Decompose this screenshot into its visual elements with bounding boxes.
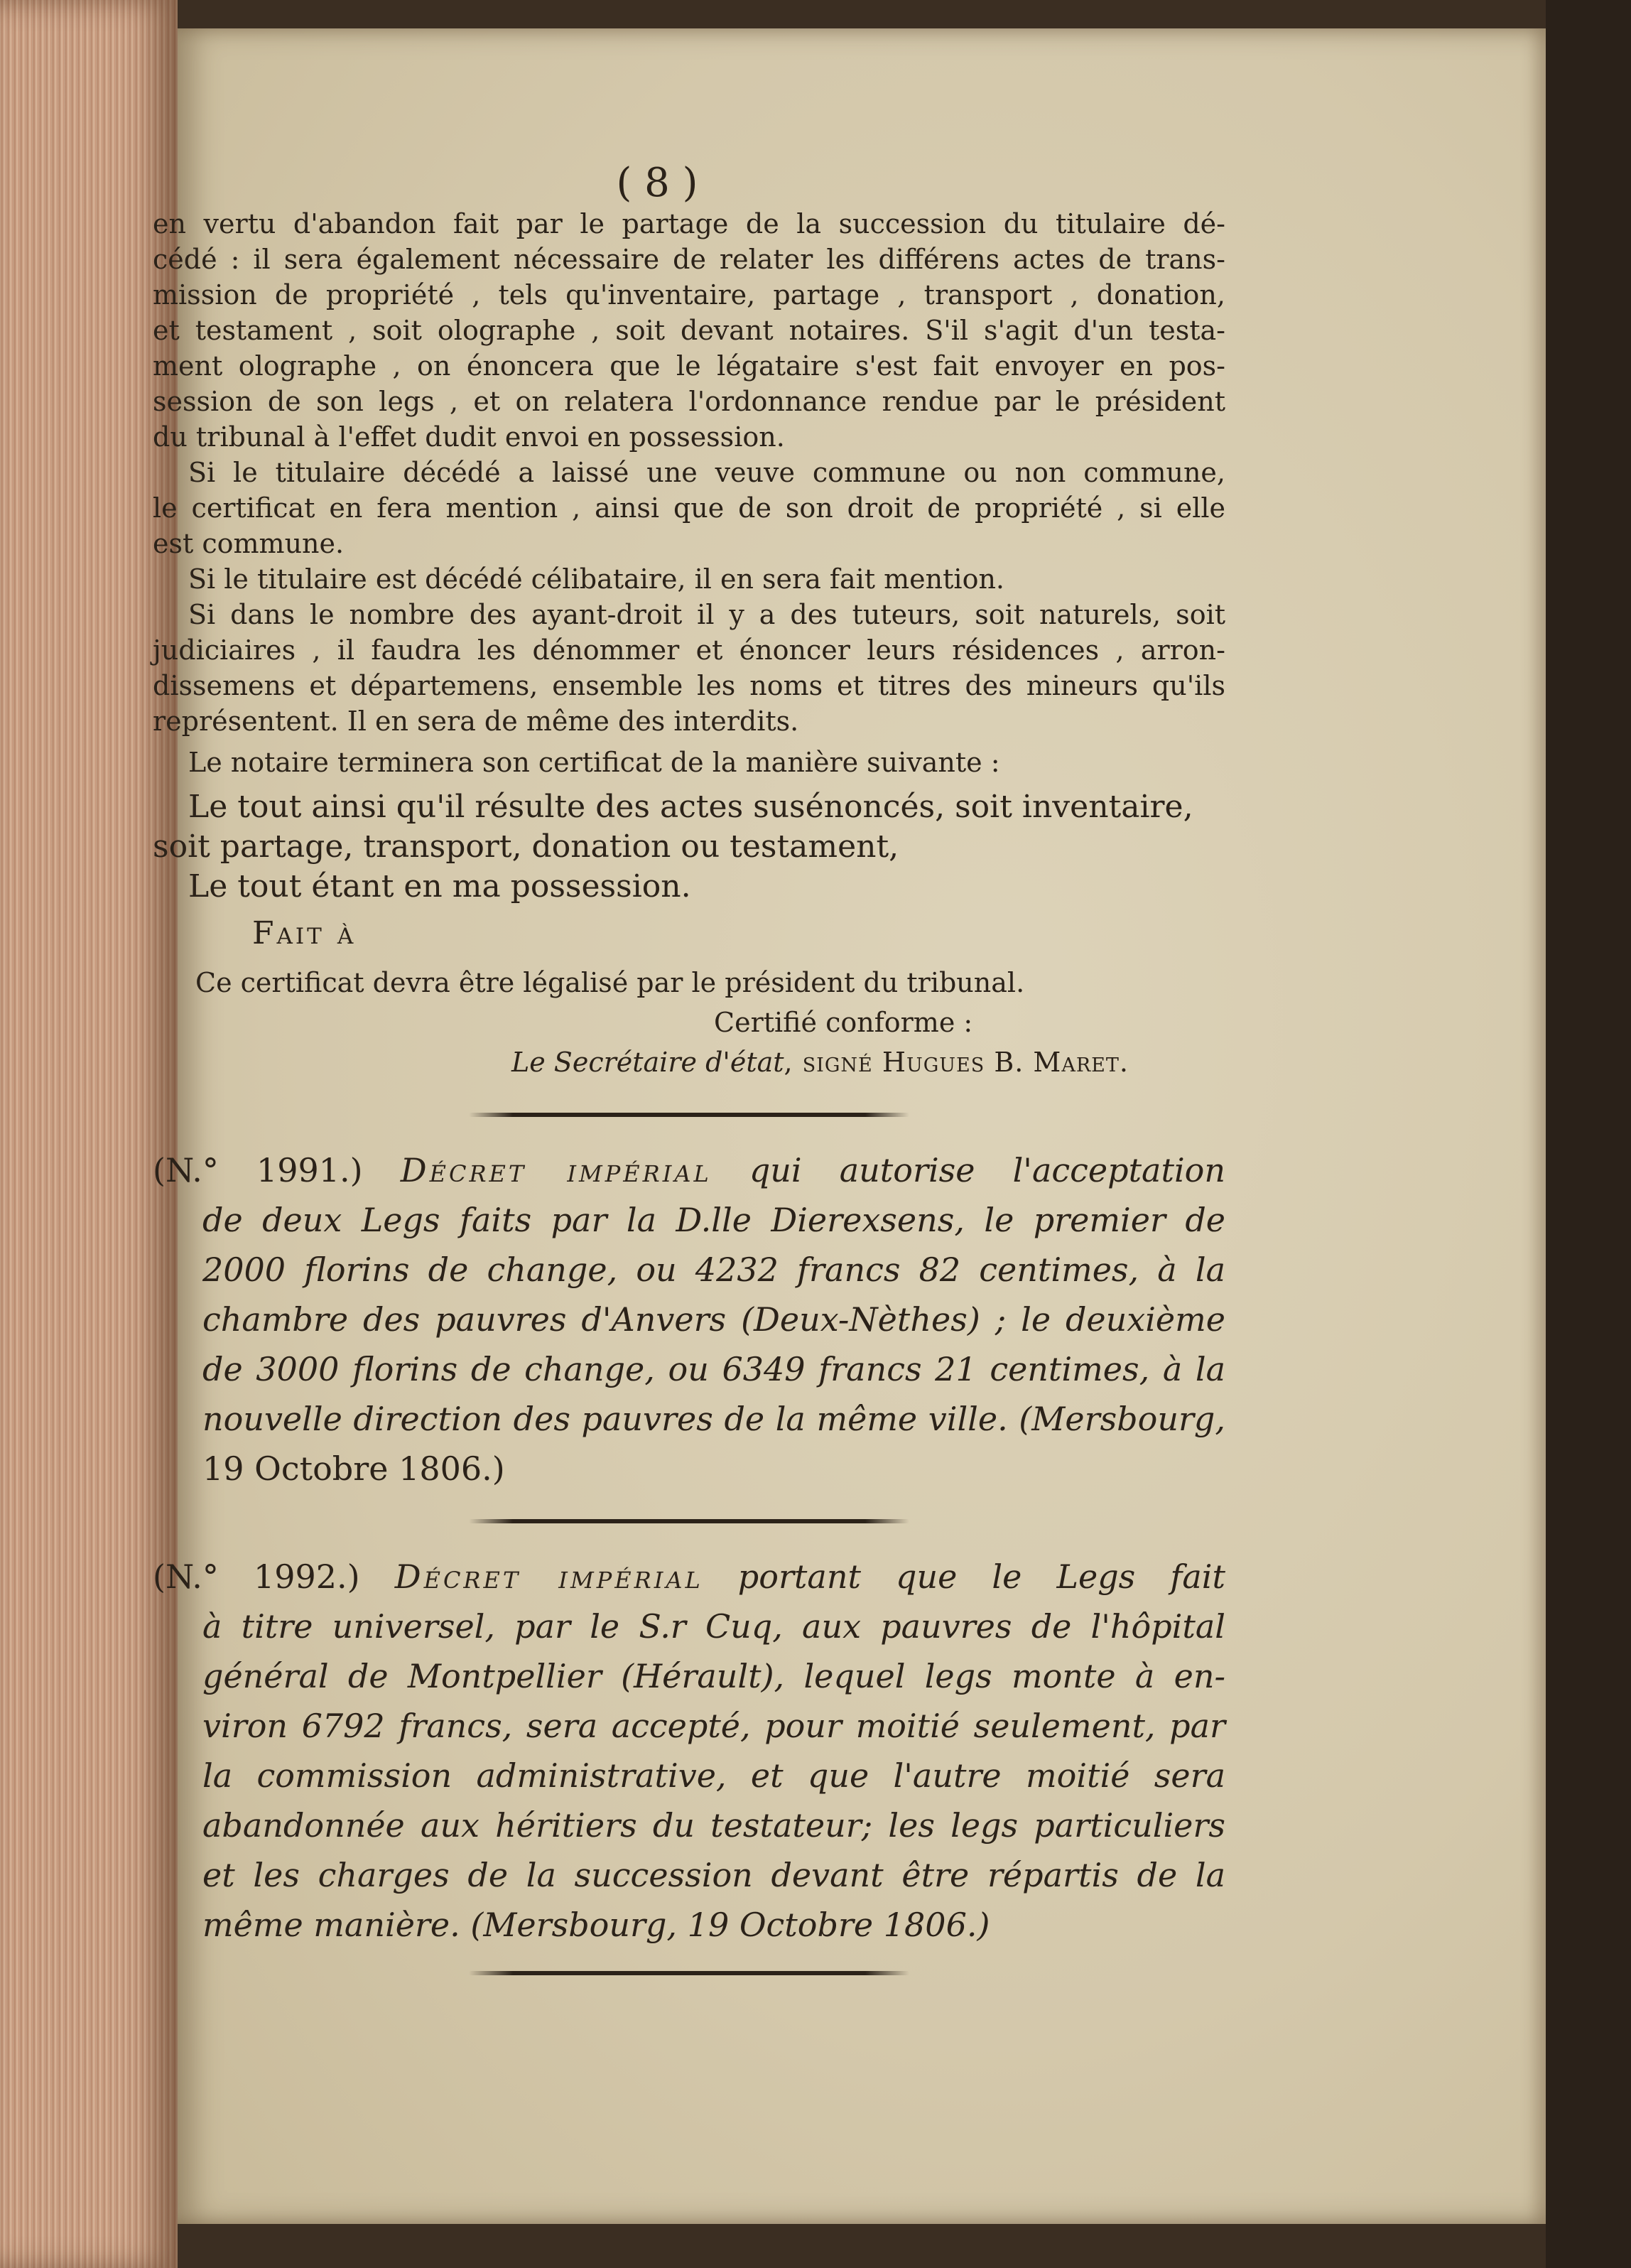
- text-line: mission de propriété , tels qu'inventaire, partage , transport , donation,: [153, 279, 1225, 310]
- text-line-content: et les charges de la succession devant être répartis de la: [202, 1856, 1225, 1894]
- decree-number: (N.° 1991.): [153, 1151, 363, 1189]
- text-line: [153, 1900, 1225, 1950]
- decree-title: Décret impérial: [394, 1557, 703, 1596]
- text-line: Le tout ainsi qu'il résulte des actes susénoncés, soit inventaire,: [188, 789, 1193, 825]
- text-line: [153, 1394, 1225, 1444]
- page-number: ( 8 ): [616, 160, 698, 206]
- text-line-content: général de Montpellier (Hérault), lequel legs monte à en-: [202, 1657, 1225, 1695]
- decree-first-line: [153, 1145, 1225, 1195]
- intro-paragraph: [153, 206, 1225, 455]
- text-line: soit partage, transport, donation ou testament,: [153, 828, 899, 865]
- decree-first-line: [153, 1552, 1225, 1602]
- text-line: représentent. Il en sera de même des interdits.: [153, 706, 799, 737]
- text-line-content: de 3000 florins de change, ou 6349 francs 21 centimes, à la: [202, 1350, 1225, 1388]
- text-line: Le tout étant en ma possession.: [188, 868, 691, 904]
- text-line: [153, 1245, 1225, 1295]
- book-background: [1546, 0, 1631, 2268]
- signature-name: , signé Hugues B. Maret.: [784, 1047, 1129, 1078]
- text-line: Si dans le nombre des ayant-droit il y a des tuteurs, soit naturels, soit: [188, 599, 1225, 630]
- tutors-paragraph: [153, 597, 1225, 739]
- certified-conform: Certifié conforme :: [714, 1007, 973, 1038]
- text-line: [153, 1800, 1225, 1850]
- widow-paragraph: [153, 455, 1225, 561]
- book-fore-edge: [0, 0, 178, 2268]
- text-line: [153, 1344, 1225, 1394]
- celibate-paragraph: Si le titulaire est décédé célibataire, il en sera fait mention.: [188, 563, 1004, 595]
- text-line: et testament , soit olographe , soit devant notaires. S'il s'agit d'un testa-: [153, 315, 1225, 346]
- text-line-content: nouvelle direction des pauvres de la même ville. (Mersbourg,: [202, 1400, 1225, 1438]
- section-divider: [469, 1519, 909, 1523]
- page-text: [153, 206, 1225, 1975]
- text-line: le certificat en fera mention , ainsi que de son droit de propriété , si elle: [153, 492, 1225, 524]
- signature-role: Le Secrétaire d'état: [511, 1047, 784, 1078]
- text-line: [153, 1850, 1225, 1900]
- text-line-content: 2000 florins de change, ou 4232 francs 82 centimes, à la: [202, 1251, 1225, 1289]
- section-divider: [469, 1971, 909, 1975]
- text-line: est commune.: [153, 528, 345, 559]
- decree-1991: [153, 1145, 1225, 1494]
- text-line: cédé : il sera également nécessaire de relater les différens actes de trans-: [153, 244, 1225, 275]
- decree-number: (N.° 1992.): [153, 1557, 360, 1596]
- text-line-content: abandonnée aux héritiers du testateur; les legs particuliers: [202, 1806, 1225, 1845]
- text-line: session de son legs , et on relatera l'ordonnance rendue par le président: [153, 386, 1225, 417]
- text-line: ment olographe , on énoncera que le légataire s'est fait envoyer en pos-: [153, 350, 1225, 382]
- decree-title: Décret impérial: [400, 1151, 712, 1189]
- text-line: [153, 1651, 1225, 1701]
- text-line: [153, 1602, 1225, 1651]
- text-line-content: chambre des pauvres d'Anvers (Deux-Nèthes) ; le deuxième: [202, 1300, 1225, 1339]
- text-line: dissemens et départemens, ensemble les noms et titres des mineurs qu'ils: [153, 670, 1225, 701]
- decree-1992: [153, 1552, 1225, 1950]
- text-line-content: même manière. (Mersbourg, 19 Octobre 1806.): [202, 1906, 990, 1944]
- text-line: [153, 1751, 1225, 1800]
- text-line-content: la commission administrative, et que l'autre moitié sera: [202, 1756, 1225, 1795]
- text-line: Si le titulaire décédé a laissé une veuve commune ou non commune,: [188, 457, 1225, 488]
- section-divider: [469, 1113, 909, 1117]
- text-line: en vertu d'abandon fait par le partage de la succession du titulaire dé-: [153, 208, 1225, 239]
- text-line: portant que le Legs fait: [737, 1557, 1225, 1596]
- notary-instruction: Le notaire terminera son certificat de la manière suivante :: [188, 747, 1000, 778]
- fait-a: Fait à: [252, 915, 357, 951]
- text-line: [153, 1295, 1225, 1344]
- text-line-content: viron 6792 francs, sera accepté, pour moitié seulement, par: [202, 1707, 1225, 1745]
- text-line: du tribunal à l'effet dudit envoi en possession.: [153, 421, 785, 453]
- legalisation-note: Ce certificat devra être légalisé par le président du tribunal.: [195, 967, 1025, 998]
- text-line: judiciaires , il faudra les dénommer et énoncer leurs résidences , arron-: [153, 634, 1225, 666]
- text-line: [153, 1195, 1225, 1245]
- signature: [153, 1044, 1225, 1080]
- certificate-formula: [153, 787, 1225, 907]
- text-line-content: à titre universel, par le S.r Cuq, aux pauvres de l'hôpital: [202, 1607, 1225, 1646]
- text-line-content: de deux Legs faits par la D.lle Dierexsens, le premier de: [202, 1201, 1225, 1239]
- text-line: 19 Octobre 1806.): [202, 1449, 505, 1488]
- text-line: qui autorise l'acceptation: [749, 1151, 1225, 1189]
- text-line: [153, 1701, 1225, 1751]
